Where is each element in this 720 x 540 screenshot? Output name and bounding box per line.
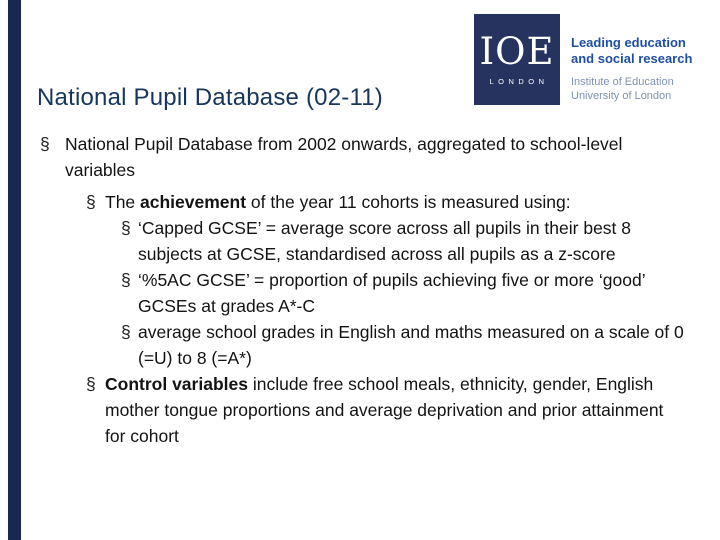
control-bold: Control variables	[105, 374, 248, 394]
bullet-marker: §	[86, 192, 96, 212]
bullet-capped-gcse	[121, 215, 686, 267]
bullet-school-grades-text: average school grades in English and maths measured on a scale of 0 (=U) to 8 (=A*)	[138, 322, 684, 368]
bullet-marker: §	[121, 218, 131, 238]
bullet-capped-gcse-text: ‘Capped GCSE’ = average score across all pupils in their best 8 subjects at GCSE, standardised across all pupils as a z-score	[138, 218, 632, 264]
logo-org	[571, 76, 692, 103]
achievement-post: of the year 11 cohorts is measured using:	[246, 192, 571, 212]
logo-tagline	[571, 35, 692, 67]
left-accent-bar	[8, 0, 21, 540]
bullet-control-variables-text	[105, 371, 686, 449]
bullet-marker: §	[40, 134, 50, 154]
slide-body	[40, 131, 686, 449]
bullet-marker: §	[121, 322, 131, 342]
bullet-achievement	[86, 189, 686, 215]
logo-org-line1: Institute of Education	[571, 76, 674, 88]
achievement-bold: achievement	[140, 192, 247, 212]
logo-tagline-line1: Leading education	[571, 35, 686, 50]
ioe-logo-city: LONDON	[489, 77, 549, 86]
bullet-school-grades	[121, 319, 686, 371]
bullet-control-variables	[86, 371, 686, 449]
ioe-logo	[474, 14, 560, 105]
bullet-npd	[40, 131, 686, 183]
bullet-5ac-gcse-text: ‘%5AC GCSE’ = proportion of pupils achieving five or more ‘good’ GCSEs at grades A*-C	[138, 270, 645, 316]
bullet-5ac-gcse	[121, 267, 686, 319]
control-post: include free school meals, ethnicity, gender, English mother tongue proportions and average deprivation and prior attainment for cohort	[105, 374, 664, 446]
logo-org-line2: University of London	[571, 89, 672, 102]
slide-title: National Pupil Database (02-11)	[37, 84, 383, 111]
bullet-npd-text: National Pupil Database from 2002 onwards, aggregated to school-level variables	[65, 134, 623, 180]
achievement-pre: The	[105, 192, 141, 212]
logo-tagline-line2: and social research	[571, 51, 693, 66]
logo-text-block	[571, 35, 692, 103]
ioe-logo-acronym: IOE	[479, 30, 555, 73]
bullet-achievement-text	[105, 189, 686, 215]
bullet-marker: §	[86, 374, 96, 394]
bullet-marker: §	[121, 270, 131, 290]
